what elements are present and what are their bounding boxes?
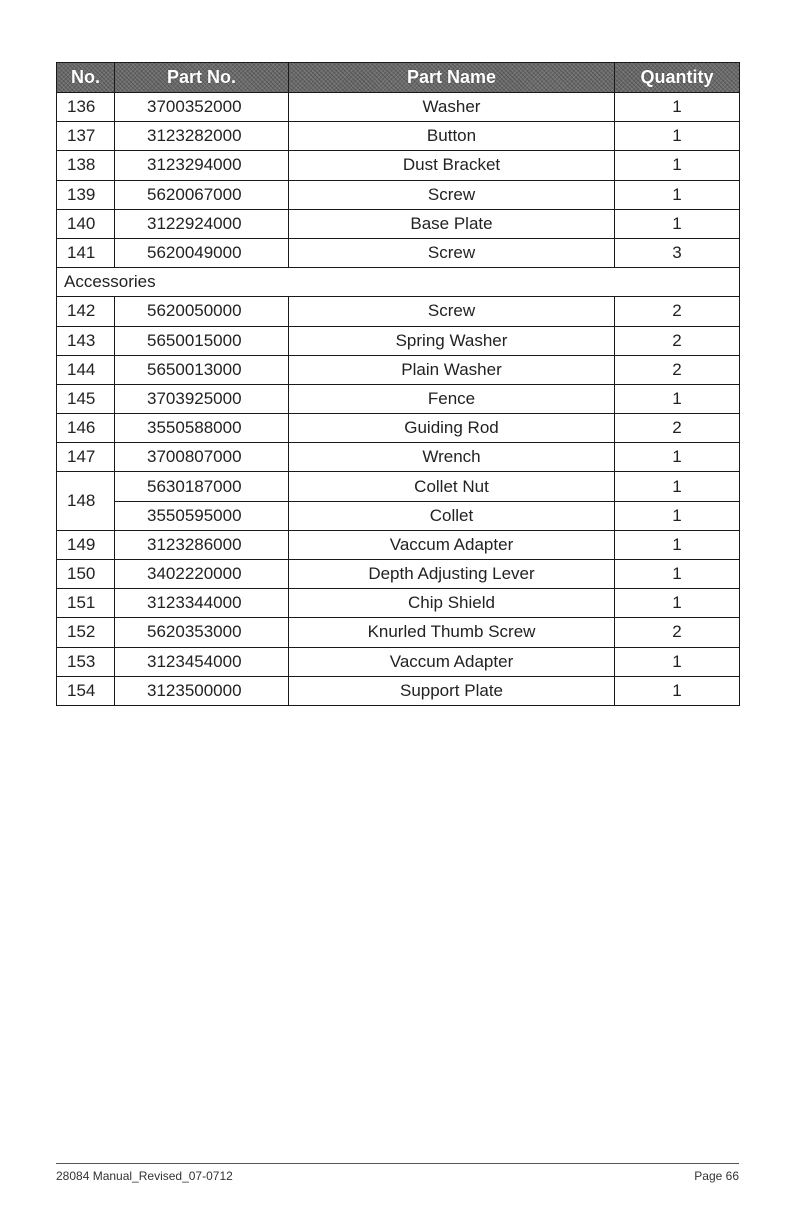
cell-part-no: 3700352000 <box>115 93 289 122</box>
cell-part-name: Button <box>289 122 615 151</box>
cell-part-no: 3123500000 <box>115 676 289 705</box>
cell-part-no: 5620049000 <box>115 238 289 267</box>
cell-quantity: 2 <box>615 297 740 326</box>
cell-part-no: 3550595000 <box>115 501 289 530</box>
cell-part-no: 3703925000 <box>115 384 289 413</box>
cell-part-no: 5620050000 <box>115 297 289 326</box>
table-row <box>57 647 740 676</box>
table-row <box>57 530 740 559</box>
table-row <box>57 180 740 209</box>
cell-part-name: Depth Adjusting Lever <box>289 560 615 589</box>
cell-part-name: Collet Nut <box>289 472 615 501</box>
header-quantity: Quantity <box>615 63 740 93</box>
section-row-accessories <box>57 268 740 297</box>
cell-part-name: Base Plate <box>289 209 615 238</box>
cell-no: 148 <box>57 472 115 530</box>
cell-part-no: 3123282000 <box>115 122 289 151</box>
table-row <box>57 618 740 647</box>
cell-part-name: Screw <box>289 238 615 267</box>
cell-no: 151 <box>57 589 115 618</box>
table-row <box>57 326 740 355</box>
cell-no: 139 <box>57 180 115 209</box>
cell-no: 149 <box>57 530 115 559</box>
cell-quantity: 1 <box>615 209 740 238</box>
parts-table <box>56 62 740 706</box>
page-footer <box>56 1163 739 1183</box>
cell-no: 141 <box>57 238 115 267</box>
cell-quantity: 2 <box>615 414 740 443</box>
cell-part-no: 5630187000 <box>115 472 289 501</box>
section-label: Accessories <box>57 268 740 297</box>
cell-part-name: Spring Washer <box>289 326 615 355</box>
table-row <box>57 443 740 472</box>
cell-part-no: 5620353000 <box>115 618 289 647</box>
table-row <box>57 414 740 443</box>
header-part-no: Part No. <box>115 63 289 93</box>
cell-no: 146 <box>57 414 115 443</box>
cell-quantity: 2 <box>615 618 740 647</box>
cell-quantity: 2 <box>615 355 740 384</box>
cell-quantity: 1 <box>615 384 740 413</box>
cell-no: 154 <box>57 676 115 705</box>
cell-part-name: Screw <box>289 297 615 326</box>
cell-quantity: 1 <box>615 180 740 209</box>
cell-no: 136 <box>57 93 115 122</box>
cell-part-name: Vaccum Adapter <box>289 647 615 676</box>
cell-no: 147 <box>57 443 115 472</box>
cell-part-name: Dust Bracket <box>289 151 615 180</box>
cell-no: 142 <box>57 297 115 326</box>
cell-part-no: 3402220000 <box>115 560 289 589</box>
cell-part-name: Washer <box>289 93 615 122</box>
cell-no: 152 <box>57 618 115 647</box>
cell-no: 137 <box>57 122 115 151</box>
table-header-row <box>57 63 740 93</box>
footer-document-id: 28084 Manual_Revised_07-0712 <box>56 1169 233 1183</box>
cell-quantity: 1 <box>615 560 740 589</box>
table-row <box>57 384 740 413</box>
table-row <box>57 501 740 530</box>
cell-part-no: 3123344000 <box>115 589 289 618</box>
cell-part-no: 3123286000 <box>115 530 289 559</box>
cell-part-name: Wrench <box>289 443 615 472</box>
cell-no: 144 <box>57 355 115 384</box>
cell-quantity: 1 <box>615 501 740 530</box>
cell-part-name: Collet <box>289 501 615 530</box>
cell-part-no: 3123454000 <box>115 647 289 676</box>
cell-part-name: Knurled Thumb Screw <box>289 618 615 647</box>
cell-quantity: 1 <box>615 530 740 559</box>
cell-quantity: 2 <box>615 326 740 355</box>
table-row <box>57 355 740 384</box>
table-row <box>57 676 740 705</box>
cell-part-no: 3122924000 <box>115 209 289 238</box>
table-row <box>57 238 740 267</box>
cell-no: 143 <box>57 326 115 355</box>
cell-quantity: 1 <box>615 589 740 618</box>
cell-part-name: Support Plate <box>289 676 615 705</box>
cell-quantity: 1 <box>615 676 740 705</box>
table-row <box>57 560 740 589</box>
cell-part-no: 5650015000 <box>115 326 289 355</box>
cell-no: 138 <box>57 151 115 180</box>
cell-quantity: 1 <box>615 647 740 676</box>
cell-part-name: Fence <box>289 384 615 413</box>
cell-quantity: 1 <box>615 443 740 472</box>
cell-no: 150 <box>57 560 115 589</box>
table-row <box>57 151 740 180</box>
header-part-name: Part Name <box>289 63 615 93</box>
cell-quantity: 1 <box>615 472 740 501</box>
cell-quantity: 3 <box>615 238 740 267</box>
table-row <box>57 589 740 618</box>
table-row <box>57 122 740 151</box>
cell-part-no: 3550588000 <box>115 414 289 443</box>
header-no: No. <box>57 63 115 93</box>
cell-quantity: 1 <box>615 122 740 151</box>
cell-no: 145 <box>57 384 115 413</box>
cell-part-no: 3123294000 <box>115 151 289 180</box>
cell-part-name: Plain Washer <box>289 355 615 384</box>
cell-part-name: Guiding Rod <box>289 414 615 443</box>
cell-quantity: 1 <box>615 93 740 122</box>
table-row <box>57 209 740 238</box>
table-row <box>57 297 740 326</box>
cell-part-no: 5620067000 <box>115 180 289 209</box>
cell-part-name: Chip Shield <box>289 589 615 618</box>
cell-part-no: 5650013000 <box>115 355 289 384</box>
cell-no: 153 <box>57 647 115 676</box>
table-row <box>57 472 740 501</box>
cell-part-name: Vaccum Adapter <box>289 530 615 559</box>
cell-part-name: Screw <box>289 180 615 209</box>
cell-quantity: 1 <box>615 151 740 180</box>
cell-no: 140 <box>57 209 115 238</box>
table-row <box>57 93 740 122</box>
cell-part-no: 3700807000 <box>115 443 289 472</box>
footer-page-number: Page 66 <box>694 1169 739 1183</box>
